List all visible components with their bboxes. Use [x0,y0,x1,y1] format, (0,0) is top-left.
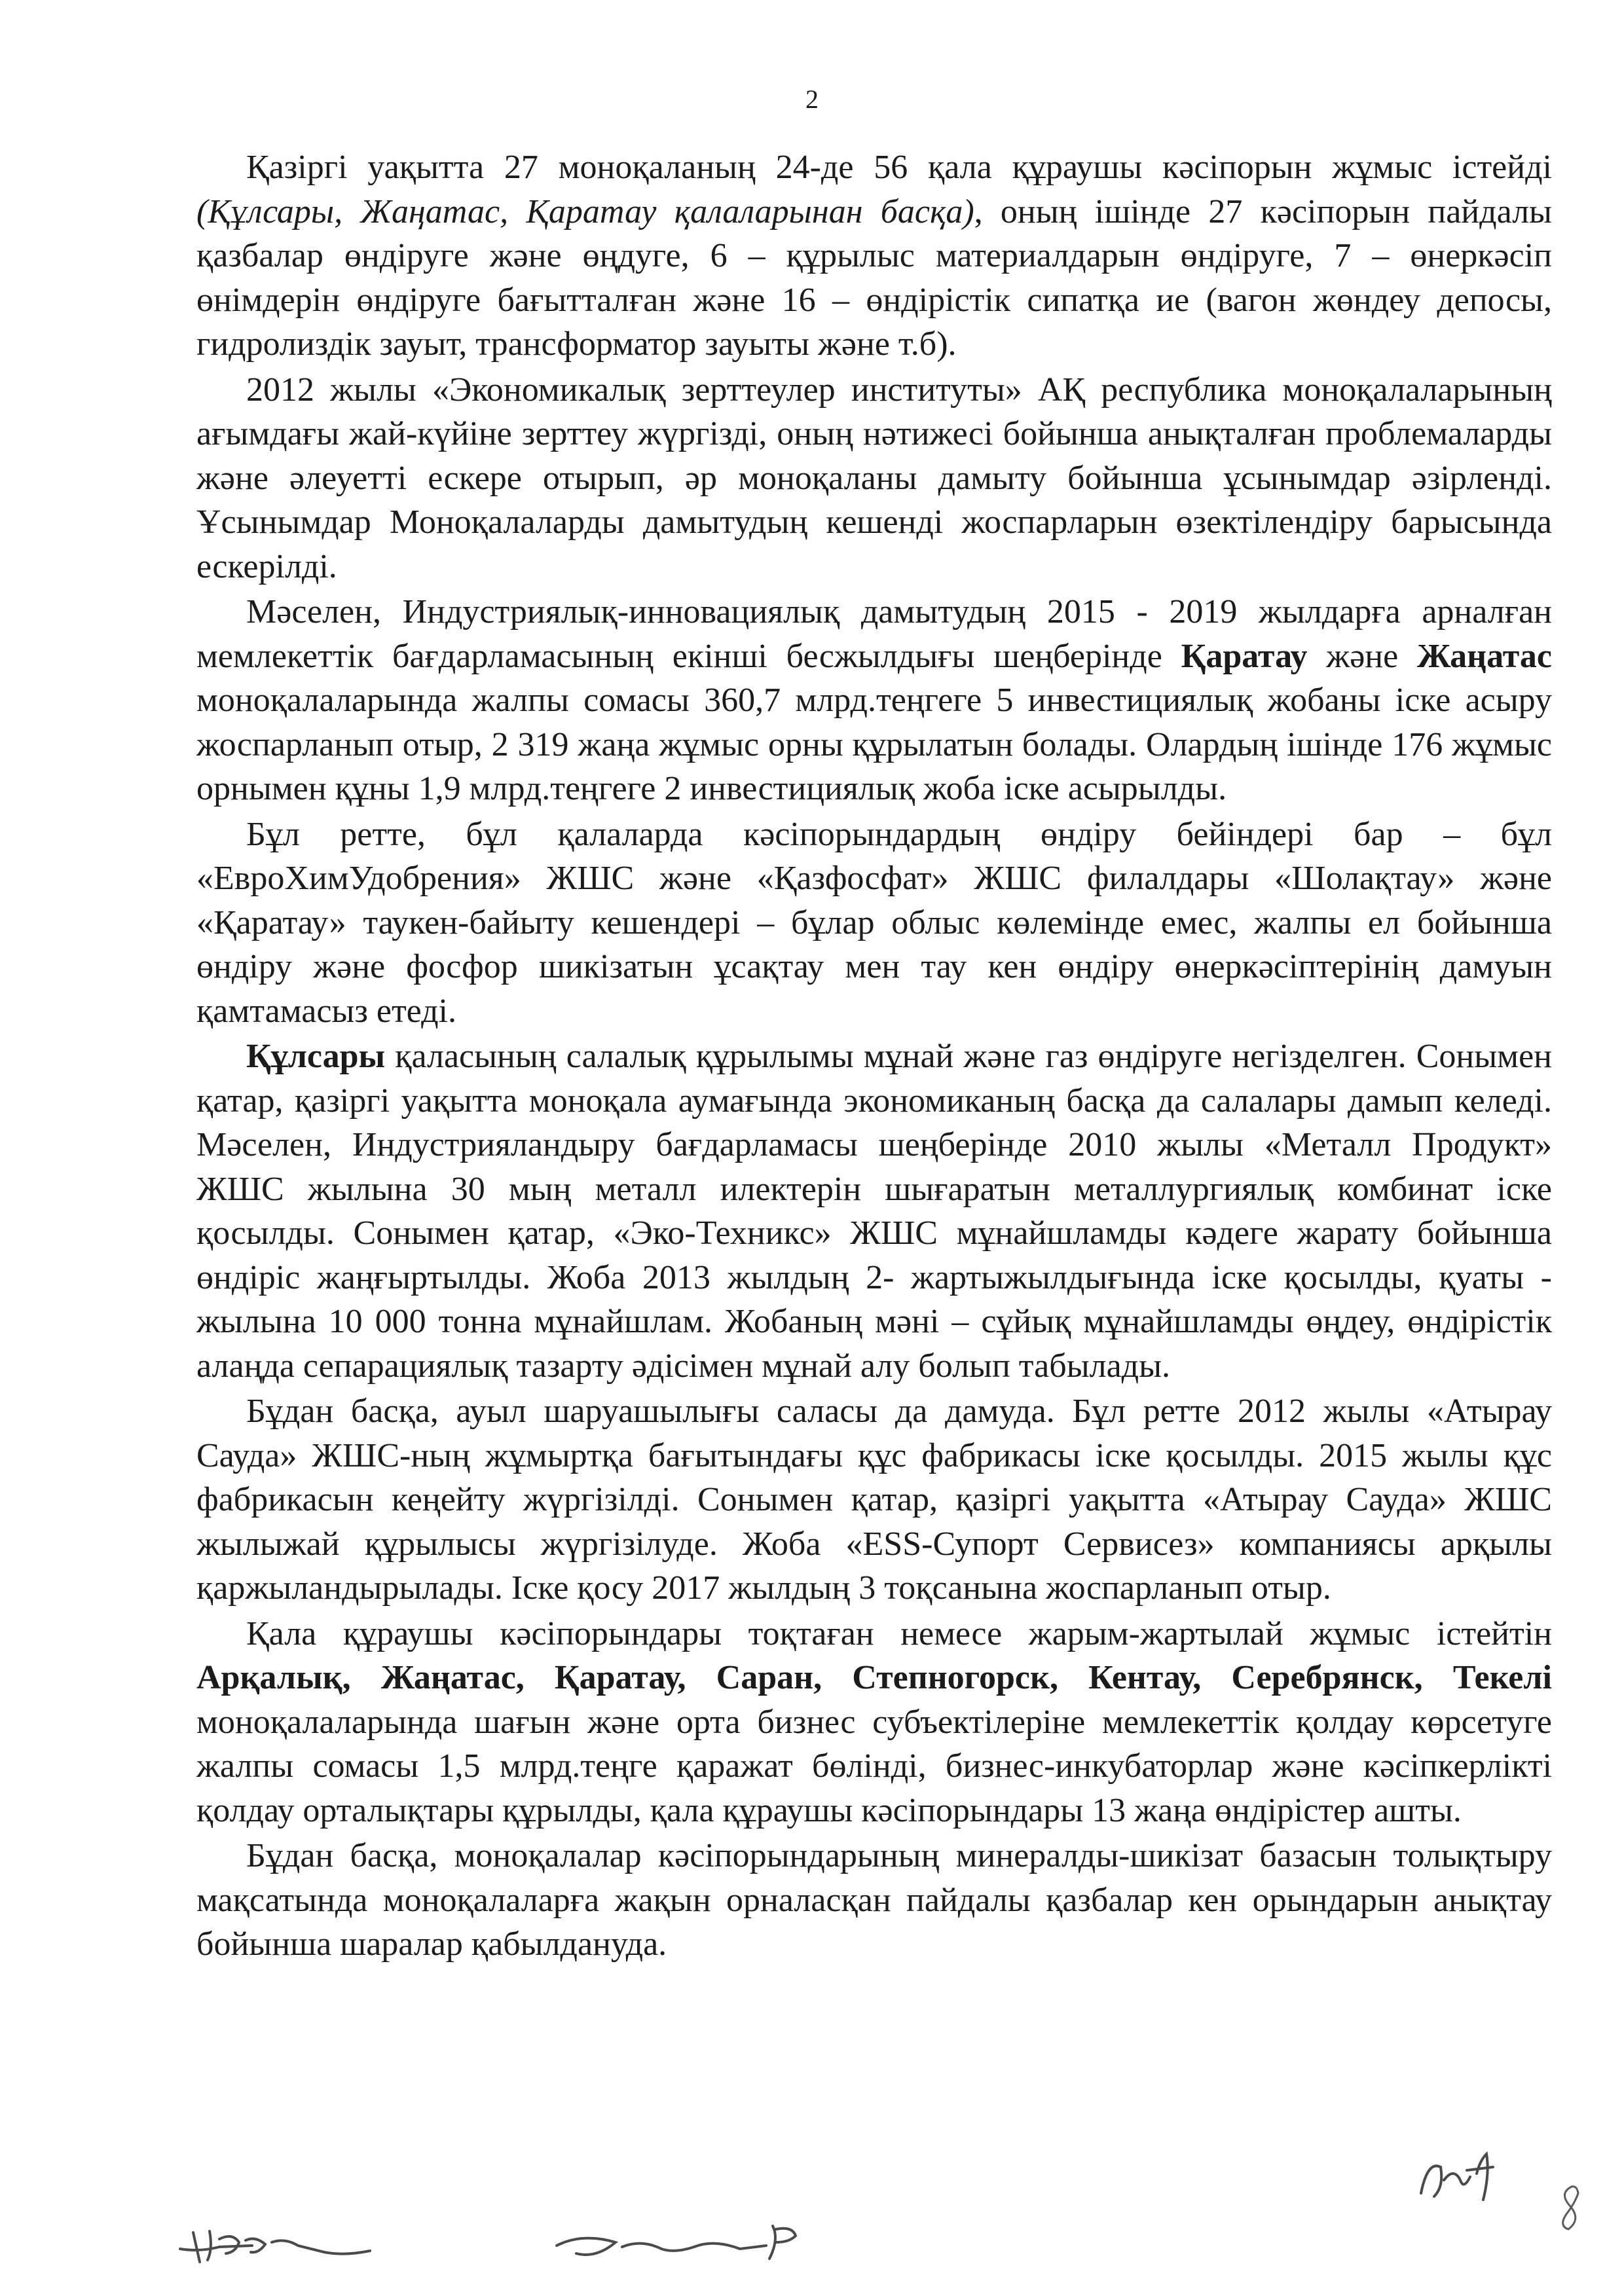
text-run: , оның ішінде 27 кәсіпорын пайдалы қазбалар өндіруге және өңдуге, 6 – құрылыс материалдарын өндіруге, 7 – өнеркәсіп өнімдерін өндіруге бағытталған және 16 – өндірістік сипатқа ие (вагон жөндеу депосы, гидролиздік зауыт, трансформатор зауыты және т.б). [196,192,1552,363]
signature-left [174,2213,409,2272]
text-run: моноқалаларында жалпы сомасы 360,7 млрд.теңгеге 5 инвестициялық жобаны іске асыру жоспарланып отыр, 2 319 жаңа жұмыс орны құрылатын болады. Олардың ішінде 176 жұмыс орнымен құны 1,9 млрд.теңгеге 2 инвестициялық жоба іске асырылды. [196,682,1552,807]
signature-right [1414,2141,1513,2213]
paragraph [196,1612,1552,1833]
text-run: Бұдан басқа, ауыл шаруашылығы саласы да дамуда. Бұл ретте 2012 жылы «Атырау Сауда» ЖШС-ның жұмыртқа бағытындағы құс фабрикасы іске қосылды. 2015 жылы құс фабрикасын кеңейту жүргізілді. Сонымен қатар, қазіргі уақытта «Атырау Сауда» ЖШС жылыжай құрылысы жүргізілуде. Жоба «ESS-Супорт Сервисез» компаниясы арқылы қаржыландырылады. Іске қосу 2017 жылдың 3 тоқсанына жоспарланып отыр. [196,1393,1552,1607]
text-run: және [1307,637,1417,675]
text-run: Бұдан басқа, моноқалалар кәсіпорындарының минералды-шикізат базасын толықтыру мақсатында моноқалаларға жақын орналасқан пайдалы қазбалар кен орындарын анықтау бойынша шаралар қабылдануда. [196,1837,1552,1963]
bold-text: Жаңатас [1417,637,1552,675]
bold-text: Құлсары [246,1038,386,1075]
paragraph [196,368,1552,589]
page-number: 2 [805,84,819,114]
text-run: Бұл ретте, бұл қалаларда кәсіпорындардың өндіру бейіндері бар – бұл «ЕвроХимУдобрения» ЖШС және «Қазфосфат» ЖШС филалдары «Шолақтау» және «Қаратау» таукен-байыту кешендері – бұлар облыс көлемінде емес, жалпы ел бойынша өндіру және фосфор шикізатын ұсақтау мен тау кен өндіру өнеркәсіптерінің дамуын қамтамасыз етеді. [196,815,1552,1030]
document-body [196,145,1552,1968]
text-run: моноқалаларында шағын және орта бизнес субъектілеріне мемлекеттік қолдау көрсетуге жалпы сомасы 1,5 млрд.теңге қаражат бөлінді, бизнес-инкубаторлар және кәсіпкерлікті қолдау орталықтары құрылды, қала құраушы кәсіпорындары 13 жаңа өндірістер ашты. [196,1703,1552,1829]
paragraph [196,1389,1552,1611]
text-run: Қазіргі уақытта 27 моноқаланың 24-де 56 қала құраушы кәсіпорын жұмыс істейді [246,149,1552,186]
italic-text: (Құлсары, Жаңатас, Қаратау қалаларынан басқа) [196,192,974,230]
paragraph [196,1834,1552,1967]
text-run: 2012 жылы «Экономикалық зерттеулер институты» АҚ республика моноқалаларының ағымдағы жай-күйіне зерттеу жүргізді, оның нәтижесі бойынша анықталған проблемаларды және әлеуетті ескере отырып, әр моноқаланы дамыту бойынша ұсынымдар әзірленді. Ұсынымдар Моноқалаларды дамытудың кешенді жоспарларын өзектілендіру барысында ескерілді. [196,371,1552,585]
paragraph [196,590,1552,811]
text-run: Мәселен, Индустриялық-инновациялық дамытудың 2015 - 2019 жылдарға арналған мемлекеттік бағдарламасының екінші бесжылдығы шеңберінде [196,593,1552,675]
paragraph [196,145,1552,367]
paragraph [196,1034,1552,1388]
paragraph [196,812,1552,1034]
signature-center [544,2213,819,2272]
bold-text: Арқалық, Жаңатас, Қаратау, Саран, Степногорск, Кентау, Серебрянск, Текелі [196,1659,1552,1696]
page-mark [1552,2180,1591,2239]
text-run: қаласының салалық құрылымы мұнай және газ өндіруге негізделген. Сонымен қатар, қазіргі уақытта моноқала аумағында экономиканың басқа да салалары дамып келеді. Мәселен, Индустрияландыру бағдарламасы шеңберінде 2010 жылы «Металл Продукт» ЖШС жылына 30 мың металл илектерін шығаратын металлургиялық комбинат іске қосылды. Сонымен қатар, «Эко-Техникс» ЖШС мұнайшламды кәдеге жарату бойынша өндіріс жаңғыртылды. Жоба 2013 жылдың 2- жартыжылдығында іске қосылды, қуаты - жылына 10 000 тонна мұнайшлам. Жобаның мәні – сұйық мұнайшламды өңдеу, өндірістік алаңда сепарациялық тазарту әдісімен мұнай алу болып табылады. [196,1038,1552,1385]
text-run: Қала құраушы кәсіпорындары тоқтаған немесе жарым-жартылай жұмыс істейтін [246,1614,1552,1652]
bold-text: Қаратау [1181,637,1308,675]
